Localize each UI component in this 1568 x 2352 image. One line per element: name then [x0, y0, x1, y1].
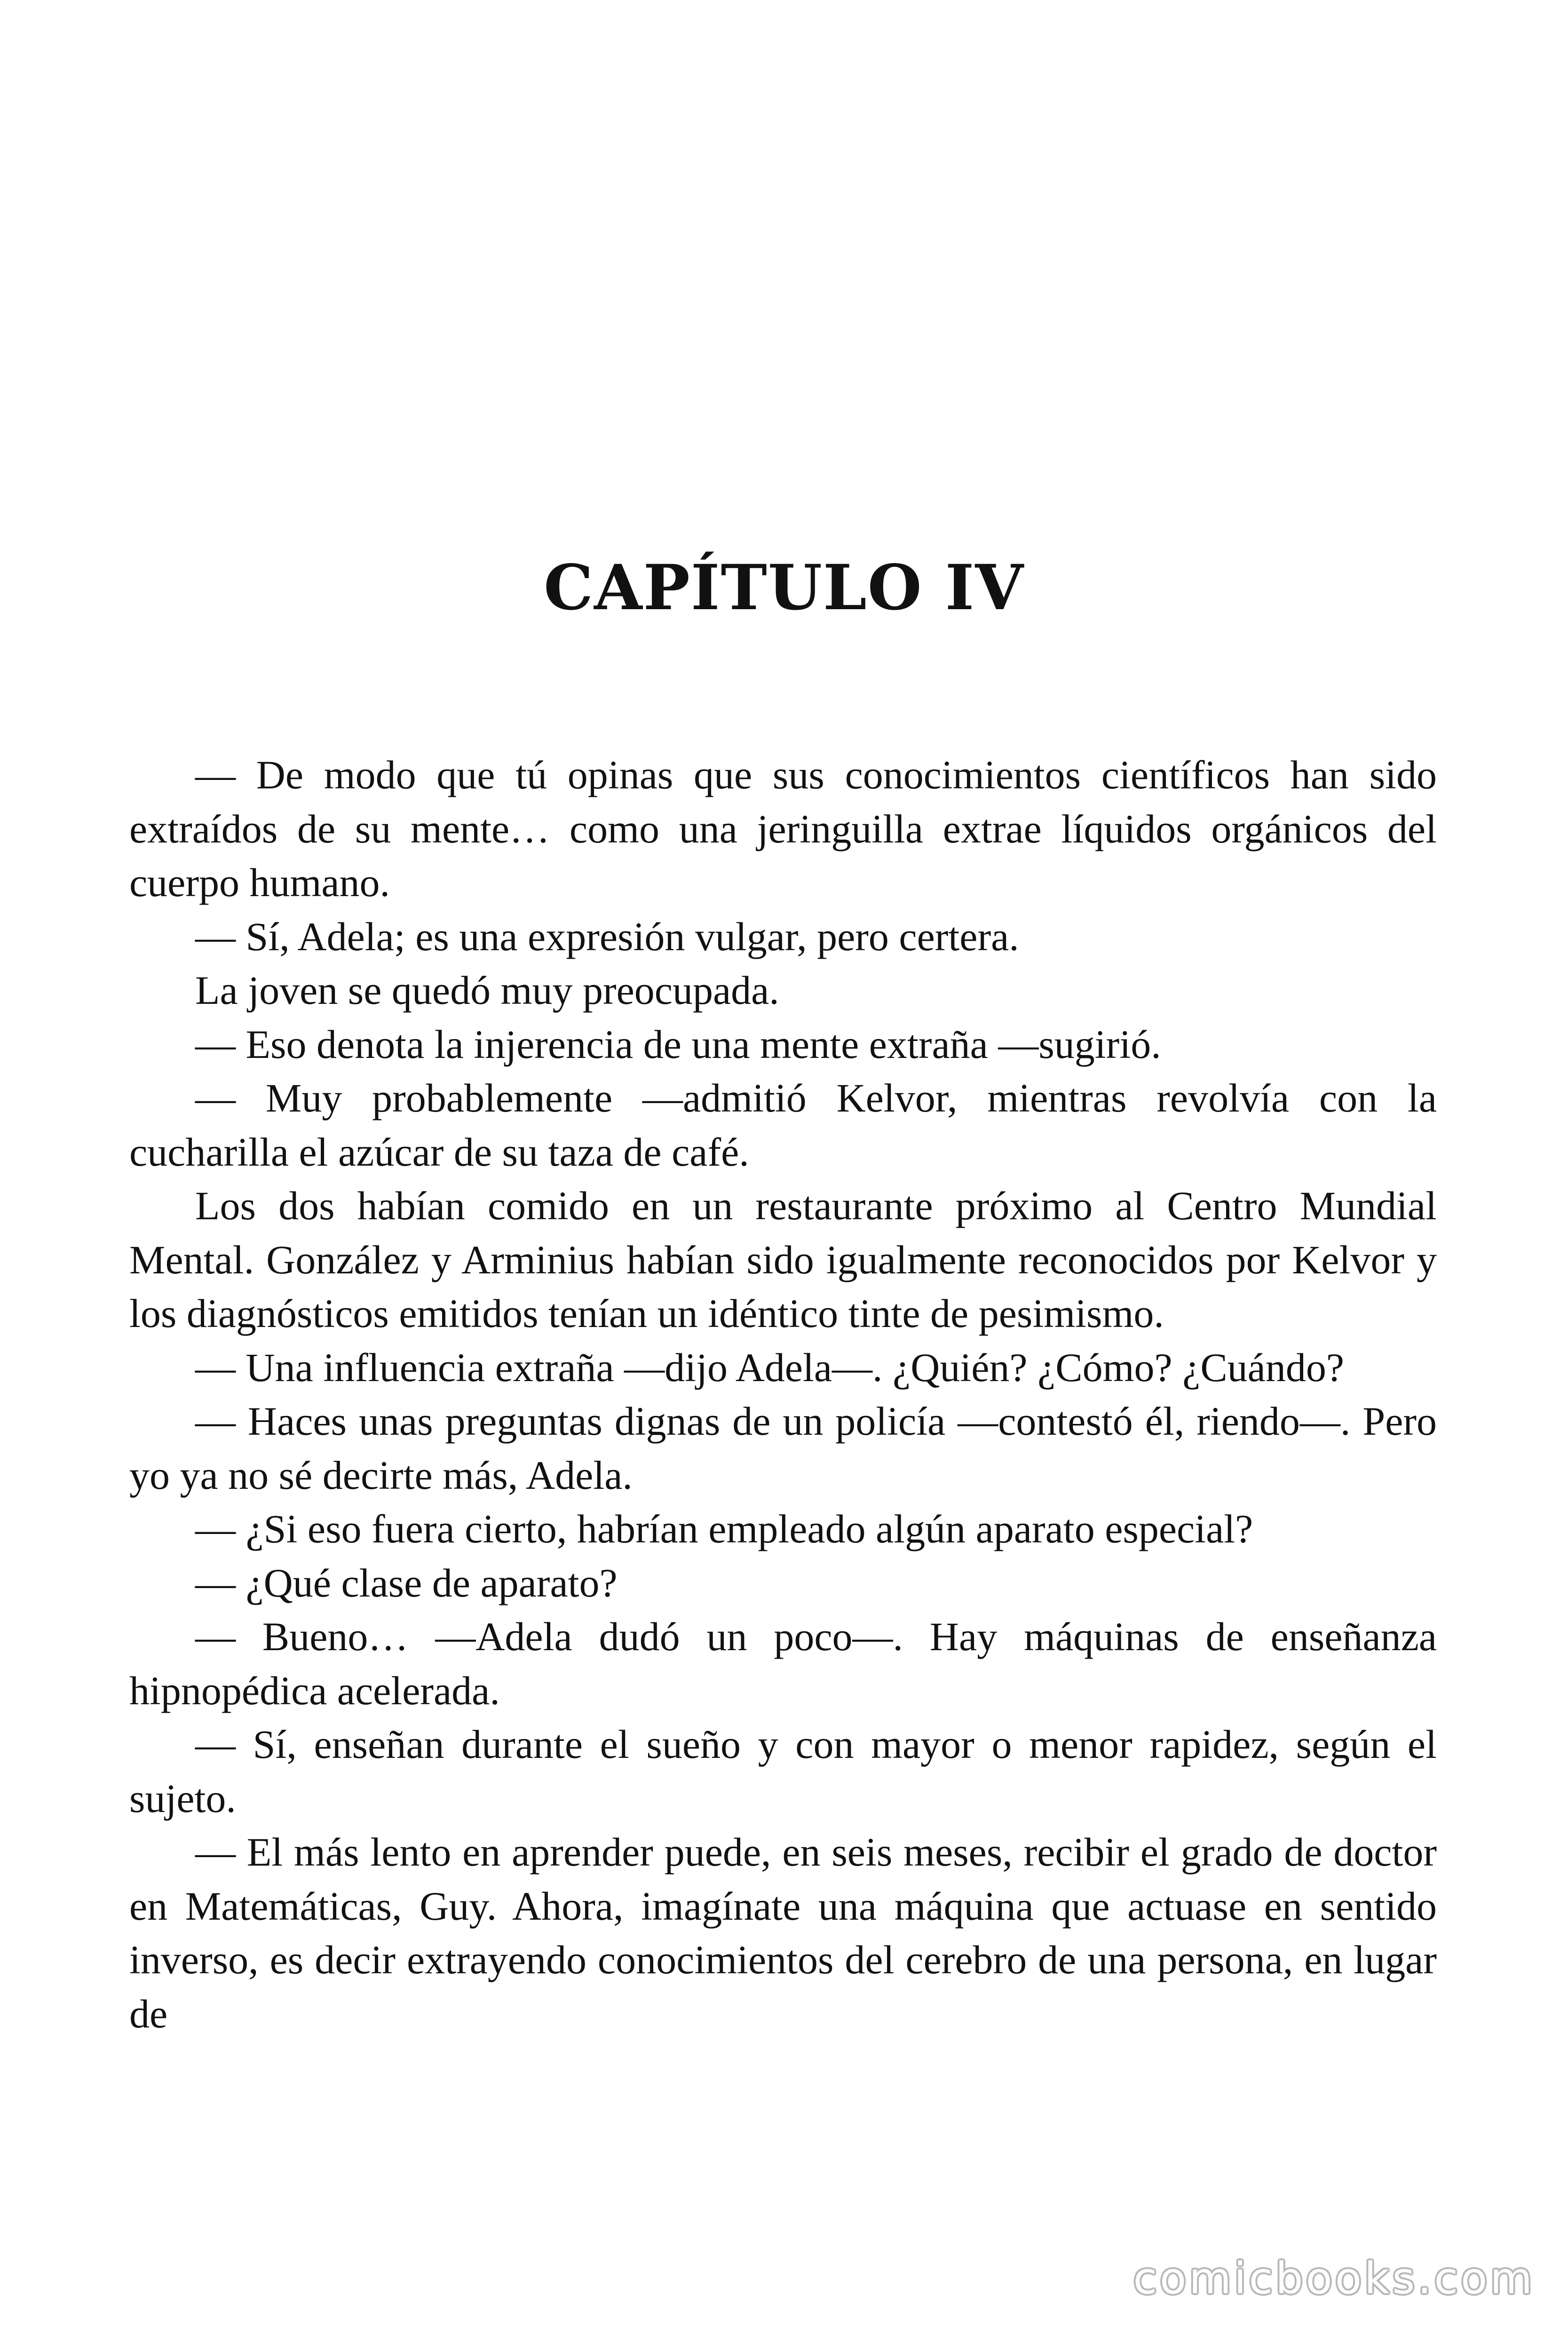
paragraph: La joven se quedó muy preocupada. — [195, 968, 779, 1013]
paragraph: Los dos habían comido en un restaurante próximo al Centro Mundial Mental. González y Arminius habían sido igualmente reconocidos por Kelvor y los diagnósticos emitidos tenían un idéntico tinte de pesimismo. — [129, 1183, 1437, 1336]
paragraph: — Una influencia extraña —dijo Adela—. ¿Quién? ¿Cómo? ¿Cuándo? — [195, 1344, 1345, 1390]
paragraph: — Eso denota la injerencia de una mente extraña —sugirió. — [195, 1021, 1161, 1067]
paragraph: — ¿Si eso fuera cierto, habrían empleado algún aparato especial? — [195, 1506, 1253, 1551]
watermark-logo: comicbooks.com — [1133, 2253, 1535, 2304]
paragraph: — El más lento en aprender puede, en seis meses, recibir el grado de doctor en Matemáticas, Guy. Ahora, imagínate una máquina que actuase en sentido inverso, es decir extrayendo conocimientos del cerebro de una persona, en lugar de — [129, 1829, 1437, 2036]
paragraph: — Sí, Adela; es una expresión vulgar, pero certera. — [195, 914, 1019, 959]
paragraph: — Haces unas preguntas dignas de un policía —contestó él, riendo—. Pero yo ya no sé decirte más, Adela. — [129, 1398, 1437, 1498]
paragraph: — ¿Qué clase de aparato? — [195, 1560, 618, 1605]
paragraph: — De modo que tú opinas que sus conocimientos científicos han sido extraídos de su mente… como una jeringuilla extrae líquidos orgánicos del cuerpo humano. — [129, 752, 1437, 905]
chapter-title: CAPÍTULO IV — [544, 551, 1024, 624]
paragraph: — Sí, enseñan durante el sueño y con mayor o menor rapidez, según el sujeto. — [129, 1722, 1437, 1821]
paragraph: — Bueno… —Adela dudó un poco—. Hay máquinas de enseñanza hipnopédica acelerada. — [129, 1614, 1437, 1713]
paragraph: — Muy probablemente —admitió Kelvor, mientras revolvía con la cucharilla el azúcar de su taza de café. — [129, 1075, 1437, 1175]
chapter-text — [129, 748, 1437, 2041]
